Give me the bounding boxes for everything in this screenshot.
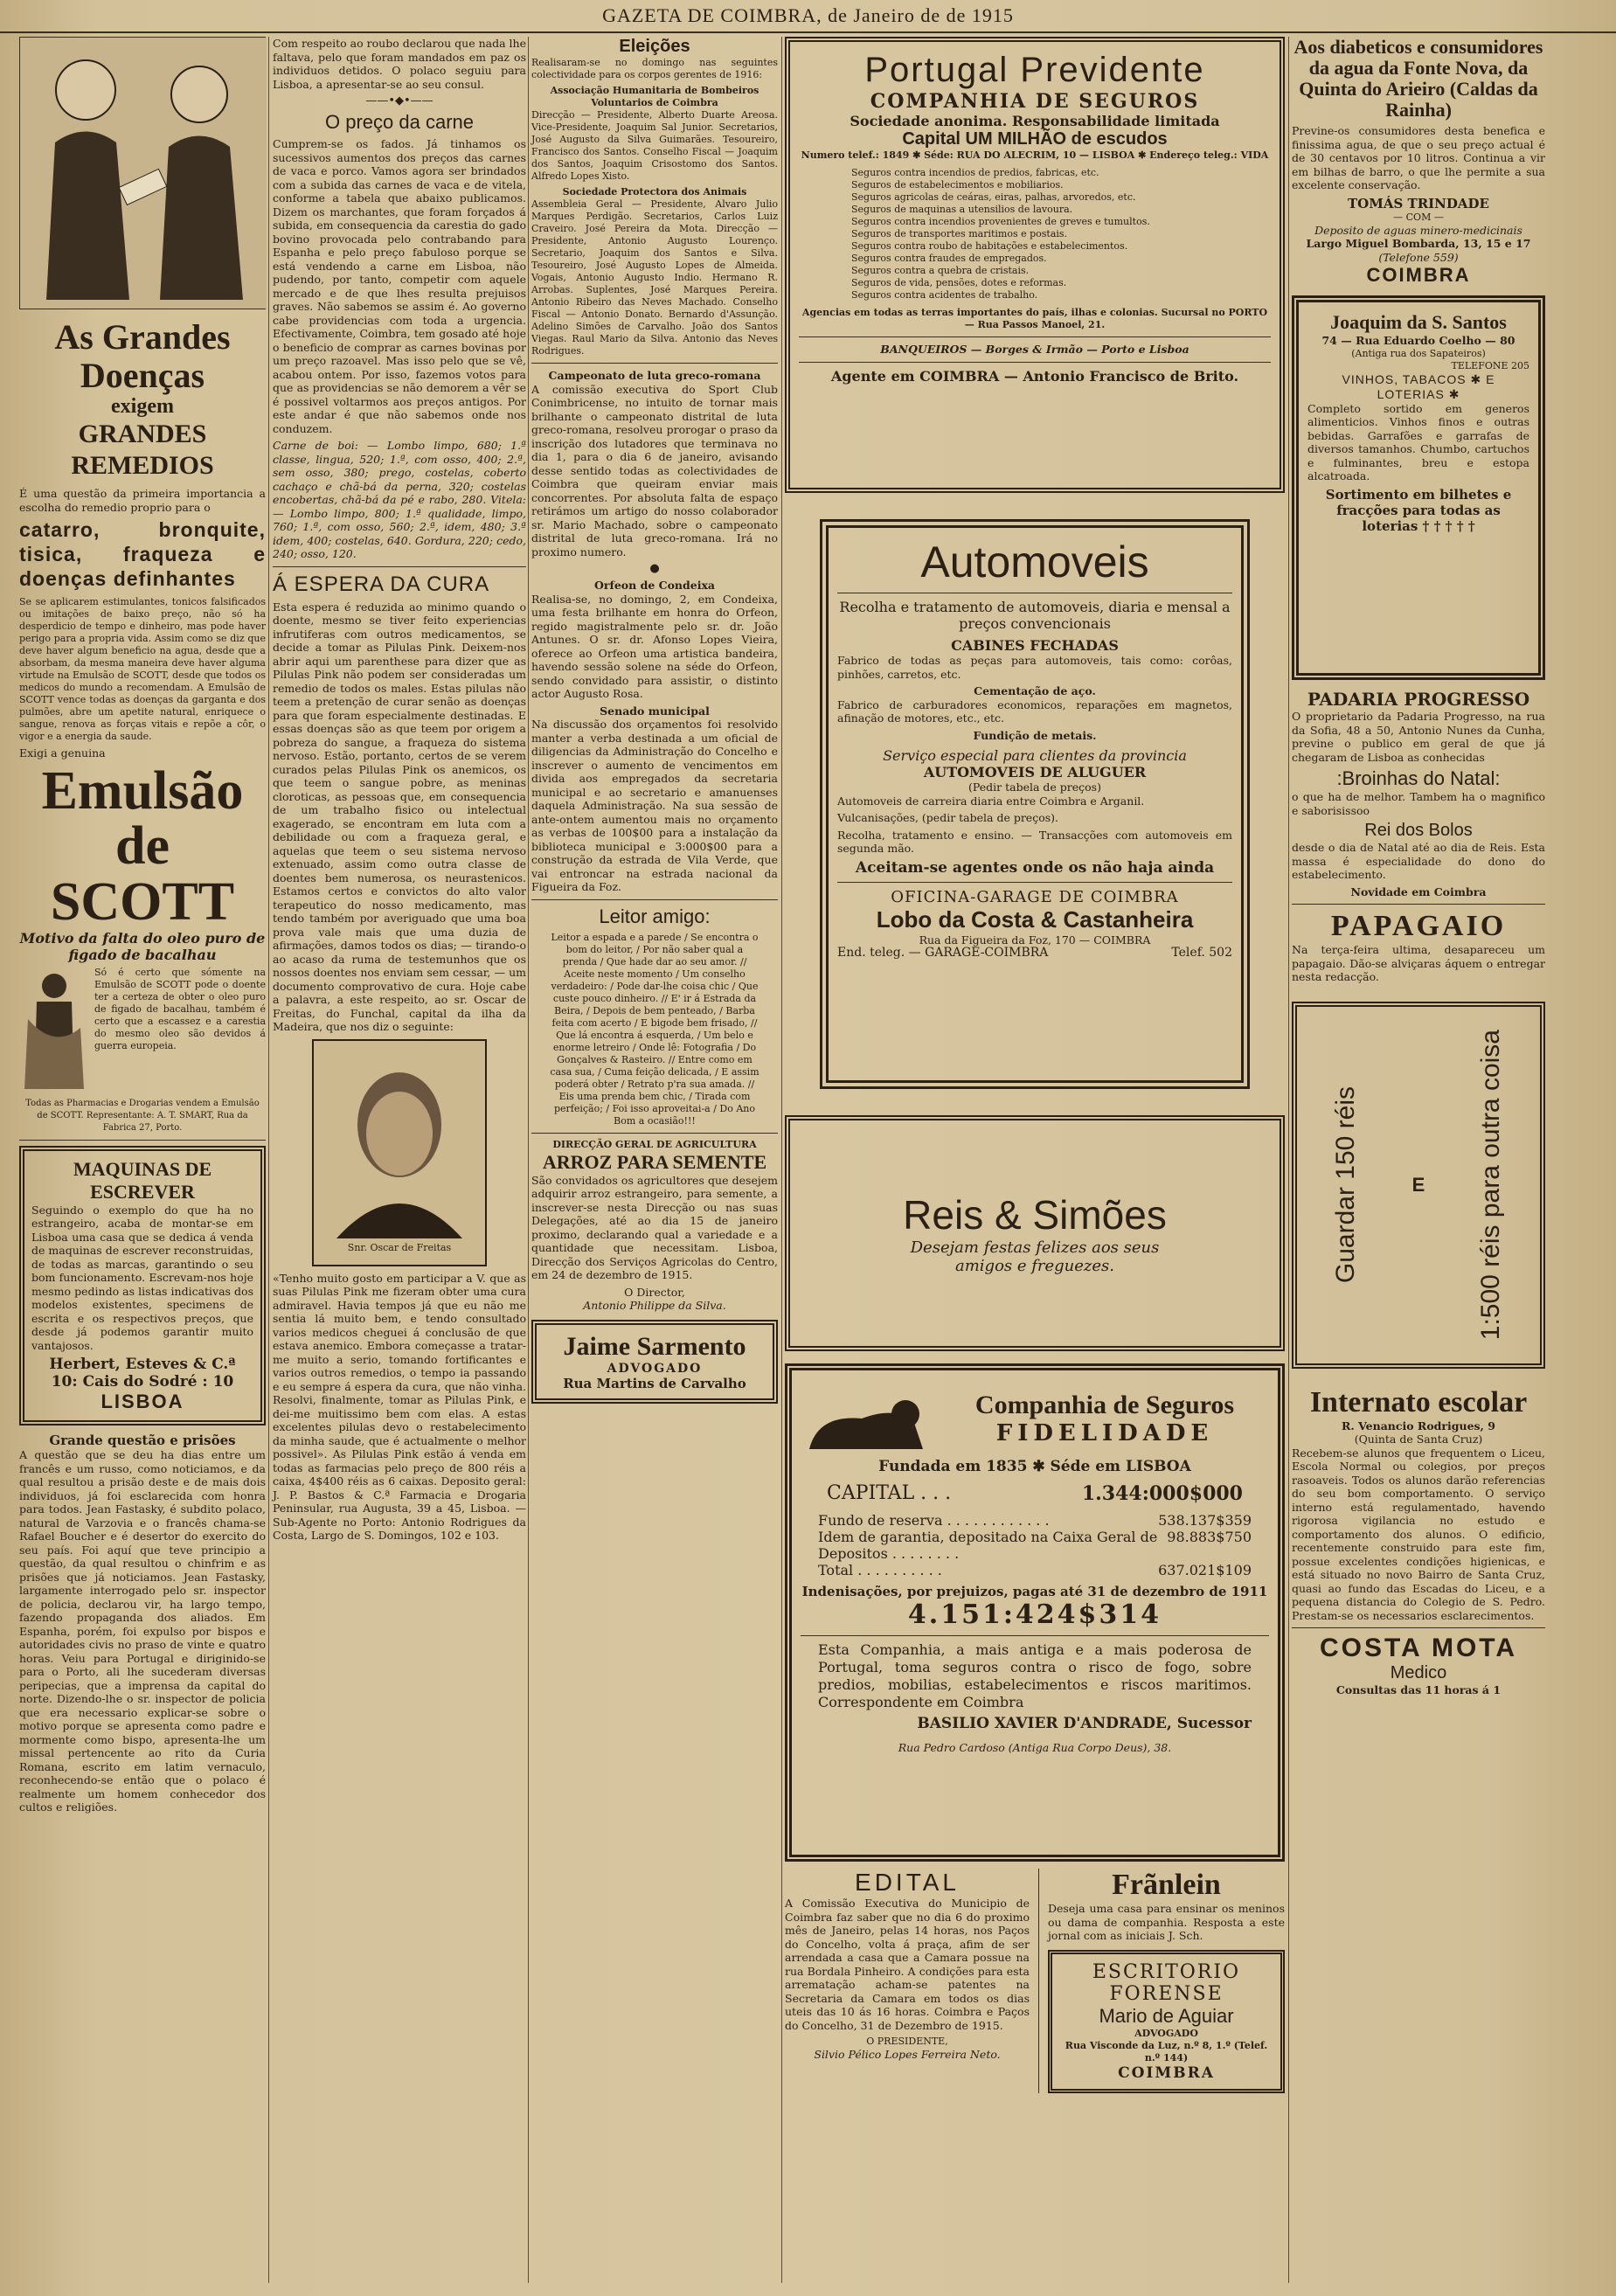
column-1 [19, 37, 266, 1818]
divider [1292, 904, 1545, 905]
fid-row [818, 1529, 1252, 1562]
divider [799, 362, 1271, 363]
espera-title: Á ESPERA DA CURA [273, 572, 490, 596]
joaquim-antiga: (Antiga rua dos Sapateiros) [1351, 347, 1486, 359]
franlein-title: Frãnlein [1112, 1869, 1221, 1901]
carne-title: O preço da carne [325, 111, 474, 133]
joaquim-sort: Sortimento em bilhetes e fracções para todas as loterias † † † † † [1325, 486, 1512, 534]
fid-name: FIDELIDADE [995, 1420, 1214, 1446]
divider [19, 1140, 266, 1141]
pp-sede: Numero telef.: 1849 ✱ Séde: RUA DO ALECRIM, 10 — LISBOA ✱ Endereço teleg.: VIDA [801, 149, 1269, 161]
pp-list [799, 162, 1271, 307]
arroz-title: ARROZ PARA SEMENTE [542, 1150, 767, 1173]
edital-title: EDITAL [855, 1869, 960, 1896]
papagaio-title: PAPAGAIO [1330, 910, 1507, 942]
animais-title: Sociedade Protectora dos Animais [562, 186, 747, 198]
auto-vulcanisacoes: Vulcanisações, (pedir tabela de preços). [837, 811, 1058, 824]
franlein-body: Deseja uma casa para ensinar os meninos ou dama de companhia. Resposta a este jornal com as iniciais J. Sch. [1048, 1902, 1285, 1942]
edital-name: Silvio Pélico Lopes Ferreira Neto. [814, 2048, 1001, 2061]
senado-title: Senado municipal [600, 704, 710, 718]
orfeon-body: Realisa-se, no domingo, 2, em Condeixa, uma festa brilhante em honra do Orfeon, regido magistralmente pelo sr. dr. João Antunes. O sr. dr. Afonso Lopes Vieira, oferece ao Orfeon uma artistica bandeira, havendo sessão solene na séde do Orfeon, sendo convidado para assistir, o distinto actor Augusto Rosa. [531, 592, 778, 700]
auto-tabela: (Pedir tabela de preços) [968, 780, 1101, 794]
divider [531, 1133, 778, 1134]
maquinas-title: MAQUINAS DE ESCREVER [73, 1157, 212, 1203]
dog-icon [801, 1379, 932, 1458]
fid-row-label: Total . . . . . . . . . . [818, 1562, 942, 1578]
escritorio-title: ESCRITORIO FORENSE [1092, 1960, 1241, 2005]
edital-pres: O PRESIDENTE, [866, 2036, 948, 2047]
joaquim-addr: 74 — Rua Eduardo Coelho — 80 [1321, 334, 1515, 347]
auto-fundicao: Fundição de metais. [973, 728, 1097, 742]
eleicoes-title: Eleições [619, 37, 690, 56]
fonte-title: Aos diabeticos e consumidores da agua da Fonte Nova, da Quinta do Arieiro (Caldas da Rainha) [1293, 36, 1543, 121]
column-4 [785, 37, 1285, 2093]
fid-title: Companhia de Seguros [974, 1391, 1235, 1419]
reis-sub: Desejam festas felizes aos seus amigos e freguezes. [910, 1238, 1160, 1275]
doctors-illustration [19, 37, 266, 309]
divider [801, 1635, 1269, 1636]
pp-list-item: Seguros contra roubo de habitações e estabelecimentos. [851, 240, 1128, 252]
arroz-sign: O Director, [624, 1285, 685, 1299]
pp-list-item: Seguros agricolas de ceáras, eiras, palhas, arvoredos, etc. [851, 191, 1136, 203]
fonte-tel: (Telefone 559) [1378, 250, 1459, 264]
auto-teleg-line [837, 947, 1232, 959]
auto-carreira: Automoveis de carreira diaria entre Coimbra e Arganil. [837, 794, 1145, 808]
pp-list-item: Seguros de maquinas a utensilios de lavoura. [851, 204, 1073, 215]
portrait-caption: Snr. Oscar de Freitas [347, 1241, 452, 1253]
fid-row-label: Idem de garantia, depositado na Caixa Geral de Depositos . . . . . . . . [818, 1529, 1158, 1562]
auto-agentes: Aceitam-se agentes onde os não haja ainda [855, 858, 1215, 877]
leitor-poem: Leitor a espada e a parede / Se encontra o bom do leitor, / Por não saber qual a prenda / Que hade dar ao seu amor. // Aceite neste momento / Um conselho verdadeiro: / Pode dar-lhe coisa chic / Que custe pouco dinheiro. // E' ir á Estrada da Beira, / Depois de bem penteado, / Barba feita com acerto / E bigode bem frisado, // Que lá encontra á esquerda, / Um belo e enorme letreiro / Onde lê: Fotografia / Do Gonçalves & Rasteiro. // Entre como em casa sua, / Cuma feição delicada, / E assim poderá obter / Retrato p'ra sua amada. // Eis uma prenda bem chic, / Tirada com perfeição; / Foi isso aproveitai-a / Do Ano Bom a ocasião!!! [550, 931, 759, 1127]
auto-teleg: End. teleg. — GARAGE-COIMBRA [837, 946, 1049, 960]
pp-capital: Capital UM MILHÃO de escudos [902, 129, 1168, 149]
bombeiros-title: Associação Humanitaria de Bombeiros Voluntarios de Coimbra [550, 85, 759, 108]
guardar-right: 1:500 réis para outra coisa [1475, 1029, 1505, 1341]
padaria-broinhas: :Broinhas do Natal: [1336, 767, 1501, 789]
fid-row-label: Fundo de reserva . . . . . . . . . . . . [818, 1512, 1050, 1529]
fid-row-value: 637.021$109 [1158, 1562, 1252, 1578]
fid-body: Esta Companhia, a mais antiga e a mais poderosa de Portugal, toma seguros contra o risco de fogo, sobre predios, mobilias, estabelecimentos e riscos maritimos. Correspondente em Coimbra [818, 1641, 1252, 1710]
fisherman-icon [19, 967, 89, 1098]
ornament: ● [649, 562, 660, 575]
jaime-role: ADVOGADO [607, 1361, 703, 1376]
guardar-ad [1292, 1002, 1545, 1369]
auto-aluguer: AUTOMOVEIS DE ALUGUER [923, 764, 1147, 780]
pp-list-item: Seguros contra incendios provenientes de greves e tumultos. [851, 216, 1150, 227]
escritorio-city: COIMBRA [1118, 2064, 1215, 2082]
grandes-doencas-title: As Grandes Doenças [54, 317, 231, 395]
fonte-dep: Deposito de aguas minero-medicinais [1314, 223, 1522, 237]
guardar-mid: E [1411, 1173, 1425, 1196]
pp-list-item: Seguros contra fraudes de empregados. [851, 253, 1047, 264]
auto-title: Automoveis [920, 538, 1149, 586]
column-3 [531, 37, 778, 1404]
guardar-left: Guardar 150 réis [1331, 1086, 1361, 1284]
edital-ad [785, 1869, 1030, 2093]
divider [531, 363, 778, 364]
costa-title: COSTA MOTA [1319, 1634, 1518, 1662]
divider [837, 882, 1232, 883]
jaime-addr: Rua Martins de Carvalho [563, 1375, 746, 1391]
portugal-previdente-ad [785, 37, 1285, 493]
luta-title: Campeonato de luta greco-romana [548, 369, 761, 382]
maquinas-city: LISBOA [101, 1391, 184, 1412]
diseases-list: catarro, bronquite, tisica, fraqueza e doenças definhantes [19, 518, 266, 590]
scott-motivo: Motivo da falta do oleo puro de figado de bacalhau [19, 929, 266, 963]
fid-indem: Indenisações, por prejuizos, pagas até 31 de dezembro de 1911 [801, 1584, 1268, 1599]
auto-fabrico: Fabrico de todas as peças para automoveis, tais como: corôas, pinhões, carretos, etc. [837, 654, 1232, 681]
bottom-ads [785, 1869, 1285, 2093]
fonte-com: — COM — [1393, 211, 1444, 223]
auto-telef: Telef. 502 [1171, 946, 1232, 960]
maquinas-ad [19, 1146, 266, 1426]
padaria-title: PADARIA PROGRESSO [1307, 689, 1530, 710]
pp-agencias: Agencias em todas as terras importantes do país, ilhas e colonias. Sucursal no PORTO — Rua Passos Manoel, 21. [801, 307, 1268, 330]
fid-capital-label: CAPITAL . . . [827, 1482, 952, 1504]
escritorio-addr: Rua Visconde da Luz, n.º 8, 1.º (Telef. n.º 144) [1065, 2039, 1268, 2064]
scott-footer: Todas as Pharmacias e Drogarias vendem a Emulsão de SCOTT. Representante: A. T. SMART, Rua da Fabrica 27, Porto. [25, 1098, 260, 1133]
column-rule [1288, 37, 1289, 2283]
internato-title: Internato escolar [1309, 1385, 1528, 1419]
edital-body: A Comissão Executiva do Municipio de Coimbra faz saber que no dia 6 do proximo mês de Janeiro, pelas 14 horas, nos Paços do Concelho, volta á praça, afim de ser arrendada a casa que a Camara possue na rua Bordala Pinheiro. A condições para esta arrematação acham-se patentes na Secretaria da Camara em todos os dias uteis das 10 ás 16 horas. Coimbra e Paços do Concelho, 31 de Dezembro de 1915. [785, 1897, 1030, 2032]
de-scott-title: de SCOTT [50, 815, 235, 932]
divider [799, 336, 1271, 337]
bombeiros-list: Direcção — Presidente, Alberto Duarte Areosa. Vice-Presidente, Joaquim Sal Junior. Secretarios, José Augusto da Silva Guimarães. Tesoureiro, Francisco dos Santos. Conselho Fiscal — Joaquim dos Santos, Joaquim Crisostomo dos Santos. Alfredo Lopes Xisto. [531, 109, 778, 182]
pp-list-item: Seguros contra a quebra de cristais. [851, 265, 1030, 276]
fid-capital: 1.344:000$000 [1081, 1482, 1243, 1505]
escritorio-ad [1048, 1950, 1285, 2093]
grandes-exigem: exigem [111, 395, 174, 418]
automoveis-ad [820, 519, 1250, 1089]
scott-block [19, 967, 266, 1098]
padaria-novidade: Novidade em Coimbra [1350, 884, 1487, 898]
fid-corr: BASILIO XAVIER D'ANDRADE, Sucessor [917, 1715, 1252, 1732]
padaria-body3: desde o dia de Natal até ao dia de Reis. Esta massa é especialidade do dono do estabelecimento. [1292, 841, 1545, 881]
padaria-body: O proprietario da Padaria Progresso, na rua da Sofia, 48 a 50, Antonio Nunes da Cunha, previne o publico em geral de que já chegaram de Lisboa as conhecidas [1292, 710, 1545, 764]
reis-title: Reis & Simões [903, 1192, 1167, 1238]
auto-recolha: Recolha e tratamento de automoveis, diaria e mensal a preços convencionais [839, 599, 1231, 632]
portrait-icon [319, 1046, 480, 1238]
auto-oficina: OFICINA-GARAGE DE COIMBRA [891, 887, 1179, 906]
roubo-intro: Com respeito ao roubo declarou que nada lhe faltava, pelo que foram mandados em paz os individuos detidos. O polaco seguiu para Lisboa, a apresentar-se ao seu consul. [273, 37, 526, 91]
fid-capital-line [827, 1482, 1243, 1505]
pp-list-item: Seguros de estabelecimentos e mobiliarios. [851, 179, 1064, 191]
maquinas-addr: 10: Cais do Sodré : 10 [51, 1373, 234, 1391]
orfeon-title: Orfeon de Condeixa [594, 579, 715, 592]
jaime-ad [531, 1320, 778, 1404]
fid-indem-val: 4.151:424$314 [907, 1599, 1162, 1630]
pp-sub: COMPANHIA DE SEGUROS [870, 90, 1200, 113]
auto-cementacao: Cementação de aço. [974, 684, 1096, 697]
exigi-label: Exigi a genuina [19, 746, 106, 760]
column-5 [1292, 37, 1545, 1697]
portrait-frame [312, 1039, 487, 1266]
escritorio-role: ADVOGADO [1134, 2027, 1198, 2039]
joaquim-tel: TELEFONE 205 [1451, 359, 1529, 371]
divider [1292, 1627, 1545, 1628]
leitor-title: Leitor amigo: [599, 905, 711, 927]
internato-quinta: (Quinta de Santa Cruz) [1354, 1432, 1483, 1446]
senado-body: Na discussão dos orçamentos foi resolvido manter a verba destinada a um oficial de diligencias da Administração do Concelho e inscrever o aumento de vencimentos em divida aos empregados da secretaria municipal e ao secretario e amanuenses daquela Administração. Na sua sessão de ante-ontem aumentou mais no orçamento as verbas de 100$00 para a instalação da biblioteca municipal e 3:000$00 para a construção da estrada de Vila Verde, que vai entroncar na estrada nacional da Figueira da Foz. [531, 718, 778, 893]
fid-row [818, 1562, 1252, 1578]
grandes-body: Se se aplicarem estimulantes, tonicos falsificados ou imitações de baixo preço, não só ha desperdicio de tempo e dinheiro, mas pode haver perigo para a propria vida. Assim como se diz que deve haver algum beneficio na agua, desde que a absorbam, da mesma maneira deve haver alguma virtude na Emulsão de SCOTT, desde que todos os medicos do mundo a recomendam. A Emulsão de SCOTT vence todas as doenças da garganta e dos pulmões, abre um apetite natural, enriquece o sangue, renova as forças vitais e repõe a côr, o vigor e a energia da saude. [19, 596, 266, 742]
ornament: ——•◆•—— [365, 94, 433, 108]
pp-list-item: Seguros de vida, pensões, dotes e reformas. [851, 277, 1067, 288]
joaquim-ad [1292, 295, 1545, 680]
arroz-name: Antonio Philippe da Silva. [583, 1299, 726, 1312]
carne-tabela: Carne de boi: — Lombo limpo, 680; 1.ª classe, lingua, 520; 1.ª, com osso, 400; 2.ª, sem osso, 380; prego, costelas, coberto cachaço e chã-bá da perna, 320; costelas encobertas, chã-bá da pé e rabo, 280. Vitela: — Lombo limpo, 800; 1.ª qualidade, limpo, 760; 1.ª, com osso, 560; 2.ª, idem, 480; 3.ª idem, 400; costelas, 640. Gordura, 220; cedo, 240; osso, 120. [273, 439, 526, 560]
fid-row [818, 1512, 1252, 1529]
escritorio-name: Mario de Aguiar [1099, 2004, 1234, 2027]
direccao-geral: DIRECÇÃO GERAL DE AGRICULTURA [552, 1138, 757, 1150]
auto-servico: Serviço especial para clientes da provincia [883, 747, 1187, 764]
fid-fundada: Fundada em 1835 ✱ Séde em LISBOA [878, 1458, 1191, 1475]
animais-list: Assembleia Geral — Presidente, Alvaro Julio Marques Perdigão. Secretarios, Carlos Luiz Craveiro. José Pereira da Mota. Direcção — Presidente, Antonio Augusto Lourenço. Secretario, Joaquim dos Santos e Silva. Tesoureiro, José Augusto Lopes de Almeida. Vogais, Antonio Augusto Indio. Hermano R. Arrobas. Suplentes, José Marques Pereira. Antonio Ribeiro das Neves Machado. Conselho Fiscal — Antonio Donato. Bernardo d'Assunção. Adelino Simões de Carvalho. João dos Santos Viegas. Raul Mario da Silva. Antonio das Neves Rodrigues. [531, 198, 778, 357]
auto-cabines: CABINES FECHADAS [951, 637, 1119, 654]
pp-title: Portugal Previdente [864, 51, 1205, 89]
page-header [0, 0, 1616, 33]
page-header-title: GAZETA DE COIMBRA, de Janeiro de de 1915 [602, 4, 1014, 26]
eleicoes-intro: Realisaram-se no domingo nas seguintes colectividade para os corpos gerentes de 1916: [531, 57, 778, 80]
joaquim-body: Completo sortido em generos alimenticios. Vinhos finos e outras bebidas. Garrafões e garrafas de diversos tamanhos. Chumbo, cartuchos e fulminantes, breu e estopa alcatroada. [1307, 401, 1529, 482]
pp-banqueiros: BANQUEIROS — Borges & Irmão — Porto e Lisboa [880, 343, 1189, 356]
auto-recolha2: Recolha, tratamento e ensino. — Transacções com automoveis em segunda mão. [837, 828, 1232, 855]
auto-carburadores: Fabrico de carburadores economicos, reparações em magnetos, afinação de motores, etc., etc. [837, 697, 1232, 725]
fid-header [801, 1379, 1269, 1458]
divider [273, 566, 526, 567]
column-rule [1038, 1869, 1039, 2093]
fid-rows [818, 1512, 1252, 1578]
fid-row-value: 98.883$750 [1167, 1529, 1252, 1545]
grandes-intro: É uma questão da primeira importancia a escolha do remedio proprio para o [19, 487, 266, 514]
grande-questao-title: Grande questão e prisões [49, 1432, 236, 1448]
fidelidade-ad [785, 1363, 1285, 1862]
pp-agente: Agente em COIMBRA — Antonio Francisco de Brito. [830, 367, 1239, 385]
fid-addr: Rua Pedro Cardoso (Antiga Rua Corpo Deus), 38. [898, 1741, 1172, 1754]
fonte-addr: Largo Miguel Bombarda, 13, 15 e 17 [1306, 237, 1531, 250]
jaime-name: Jaime Sarmento [563, 1331, 746, 1361]
fonte-name: TOMÁS TRINDADE [1348, 195, 1489, 212]
pp-soc: Sociedade anonima. Responsabilidade limitada [850, 113, 1220, 129]
espera-body: Esta espera é reduzida ao minimo quando o doente, mesmo se tiver feito experiencias infrutiferas com outros medicamentos, se decide a tomar as Pilulas Pink. Deixem-nos abrir aqui um parenthese para dizer que as Pilulas Pink não podem ser consideradas um remedio de todos os males. Estas pilulas não teem a pretenção de curar senão as doenças para que foram especialmente destinadas. E essas doenças são as que teem por origem a pobreza do sangue, a fraqueza do sistema nervoso. Estão, portanto, certos de se verem curados pelas Pilulas Pink os anemicos, os que teem o sangue pobre, as meninas cloroticas, as pessoas que, em consequencia de um trabalho fisico ou intelectual exagerado, se encontram em luta com a debilidade ou com a fraqueza geral, e aquelas que teem o seu sistema nervoso extenuado, assim como outra classe de doentes bem numerosa, os neurastenicos. Estamos certos e convictos do alto valor terapeutico do nosso medicamento, mas tendo também por averiguado que uma boa prova vale mais que uma duzia de afirmações, damos todos os dias; — tirando-o ao acaso da ruma de testemunhos que os nossos doentes nos enviam sem cessar, — um documento comprovativo de cura. Hoje cabe a palavra, a este respeito, ao sr. Oscar de Freitas, do Funchal, capital da ilha da Madeira, que nos diz o seguinte: [273, 600, 526, 1033]
pp-list-item: Seguros contra incendios de predios, fabricas, etc. [851, 167, 1099, 178]
emulsao-title: Emulsão [41, 760, 244, 821]
espera-body2: «Tenho muito gosto em participar a V. que as suas Pilulas Pink me fizeram obter uma cura admiravel. Havia tempos já que eu não me sentia lá muito bem, e tendo consultado varios medicos cheguei á conclusão de que estava anemico. Embora começasse a tratar-me muito a serio, tomando fortificantes e varios outros remedios, o tempo ia passando e eu sempre á espera da cura, que não vinha. Resolvi, finalmente, tomar as Pilulas Pink, e dei-me muitissimo bem com elas. A estas excelentes pilulas devo o restabelecimento da minha saude, que é actualmente o melhor possivel». As Pilulas Pink estão á venda em todas as farmacias pelo preço de 800 réis a caixa, 4$400 réis as 6 caixas. Deposito geral: J. P. Bastos & C.ª Farmacia e Drogaria Peninsular, rua Augusta, 39 a 45, Lisboa. — Sub-Agente no Porto: Antonio Rodrigues da Costa, Largo de S. Domingos, 102 e 103. [273, 1271, 526, 1542]
luta-body: A comissão executiva do Sport Club Conimbricense, no intuito de tornar mais brilhante o campeonato distrital de luta greco-romana, resolveu prorogar o praso da inscrição dos lutadores que terminava no dia 1, para o dia 6 de janeiro, avisando desse sentido todas as colectividades de Coimbra que queiram enviar mais concorrentes. Por absoluta falta de espaço retirámos um artigo do nosso colaborador sr. Mario Machado, sobre o campeonato distrital de luta greco-romana. Irá no proximo numero. [531, 382, 778, 558]
costa-role: Medico [1390, 1663, 1447, 1682]
column-rule [528, 37, 529, 2283]
maquinas-body: Seguindo o exemplo do que ha no estrangeiro, acaba de montar-se em Lisboa uma casa que se dedica á venda de maquinas de escrever reconstruidas, de todas as marcas, garantindo o seu bom funcionamento. Escrevam-nos hoje mesmo pedindo as listas indicativas dos modelos existentes, specimens de escrita e os respectivos preços, que desde já podemos garantir muito vantajosos. [31, 1203, 253, 1352]
fid-titles [940, 1391, 1269, 1446]
scott-text: Só é certo que sómente na Emulsão de SCOTT pode o doente ter a certeza de obter o oleo puro de figado de bacalhau, também é certo que a escassez e a carestia do mesmo oleo são devidos á guerra europeia. [94, 966, 266, 1051]
grandes-remedios: GRANDES REMEDIOS [71, 420, 214, 480]
reis-simoes-ad [785, 1115, 1285, 1351]
joaquim-title: Joaquim da S. Santos [1330, 311, 1507, 333]
auto-addr: Rua da Figueira da Foz, 170 — COIMBRA [919, 933, 1151, 947]
fonte-city: COIMBRA [1366, 264, 1471, 286]
fid-row-value: 538.137$359 [1158, 1512, 1252, 1529]
divider [531, 899, 778, 900]
column-2 [273, 37, 526, 1546]
pp-list-item: Seguros contra acidentes de trabalho. [851, 289, 1038, 301]
arroz-body: São convidados os agricultores que desejem adquirir arroz estrangeiro, para semente, a inscrever-se nesta Direcção ou nas suas Delegações, até ao dia 15 de janeiro proximo, declarando qual a variedade e a quantidade que necessitam. Lisboa, Direcção dos Serviços Agricolas do Centro, em 24 de dezembro de 1915. [531, 1173, 778, 1281]
costa-hours: Consultas das 11 horas á 1 [1335, 1683, 1502, 1696]
right-bottom-ads [1048, 1869, 1285, 2093]
internato-body: Recebem-se alunos que frequentem o Liceu, Escola Normal ou colegios, por preços rasoaveis. Todos os alunos darão referencias do seu bom comportamento. O serviço interno está regulamentado, havendo rigorosa vigilancia no estudo e comportamento dos alunos. O edificio, recentemente construido para este fim, possue excelentes condições higienicas, e está situado no novo Bairro de Santa Cruz, quasi ao fundo das Escadas do Liceu, e a pequena distancia do Colegio de S. Pedro. Prestam-se os necessarios esclarecimentos. [1292, 1446, 1545, 1622]
internato-addr: R. Venancio Rodrigues, 9 [1342, 1419, 1495, 1432]
maquinas-firm: Herbert, Esteves & C.ª [49, 1356, 236, 1373]
padaria-rei: Rei dos Bolos [1364, 821, 1473, 840]
padaria-body2: o que ha de melhor. Tambem ha o magnifico e saborisissoo [1292, 790, 1545, 817]
joaquim-vinhos: VINHOS, TABACOS ✱ E LOTERIAS ✱ [1342, 371, 1495, 401]
carne-body: Cumprem-se os fados. Já tinhamos os sucessivos aumentos dos preços das carnes de vaca e porco. Vamos agora ser brindados com a subida das carnes de vaca e de vitela, conforme a tabela que abaixo publicamos. Dizem os marchantes, que foram forçados á subida, em consequencia da carestia do gado bovino provocada pelo contrabando para Espanha e pelo preço fabuloso porque se está vendendo a carne em Lisboa, não pudendo, por tanto, competir com aquele mercado e de que lhes resulta prejuisos graves. Não sabemos se assim é. Ao governo cabe providencias com toda a urgencia. Efectivamente, Coimbra, tem gosado até hoje o beneficio de comprar as carnes bovinas por um preço razoavel. Mas isso pelo que se vê, acabou ontem. Por isso, fazemos votos para que as providencias se não demorem a vêr se é possivel voltarmos aos preços antigos. Por este andar é que não sabemos onde nos conduzem. [273, 137, 526, 435]
auto-firm: Lobo da Costa & Castanheira [876, 905, 1194, 933]
papagaio-body: Na terça-feira ultima, desapareceu um papagaio. Dão-se alviçaras áquem o entregar nesta redacção. [1292, 943, 1545, 983]
pp-list-item: Seguros de transportes maritimos e postais. [851, 228, 1068, 239]
fonte-body: Previne-os consumidores desta benefica e finissima agua, de que o seu preço actual é de 30 centavos por 10 litros. Continua a vir em bilhas de barro, o que lhe permite a sua excelente conservação. [1292, 124, 1545, 191]
grande-questao-body: A questão que se deu ha dias entre um francês e um russo, como noticiamos, e da qual resultou a prisão deste e de mais dois individuos, já foi esclarecida com honra para todos. Jean Fastasky, é subdito polaco, natural de Varzovia e o francês chama-se Rafael Boucher e é desertor do exercito do seu país. Foi aquí que teve principio a questão, da qual resultou o chinfrim e as prisões que já noticiamos. Jean Fastasky, largamente interrogado pelo sr. inspector de policia, declarou vir, ha largo tempo, fazendo propaganda dos aliados. Em Espanha, porém, foi expulso por bispos e autoridades civis no praso de vinte e quatro horas. Veiu para Portugal e diriginido-se para o Porto, ali lhe sucederam diversas peripecias, que a imprensa da capital do norte. Dizendo-lhe o sr. inspector de policia que era necessario explicar-se sobre o motivo porque se apresenta como padre e mormente como bispo, apresenta-lhe um missal pertencente ao rito da Curia Romana, escrito em latim vernaculo, reconhecendo-se então que o polaco é realmente um homem conhecedor dos cultos e religiões. [19, 1448, 266, 1814]
column-rule [781, 37, 782, 2283]
doctors-drawing-icon [20, 38, 267, 309]
column-rule [268, 37, 269, 2283]
